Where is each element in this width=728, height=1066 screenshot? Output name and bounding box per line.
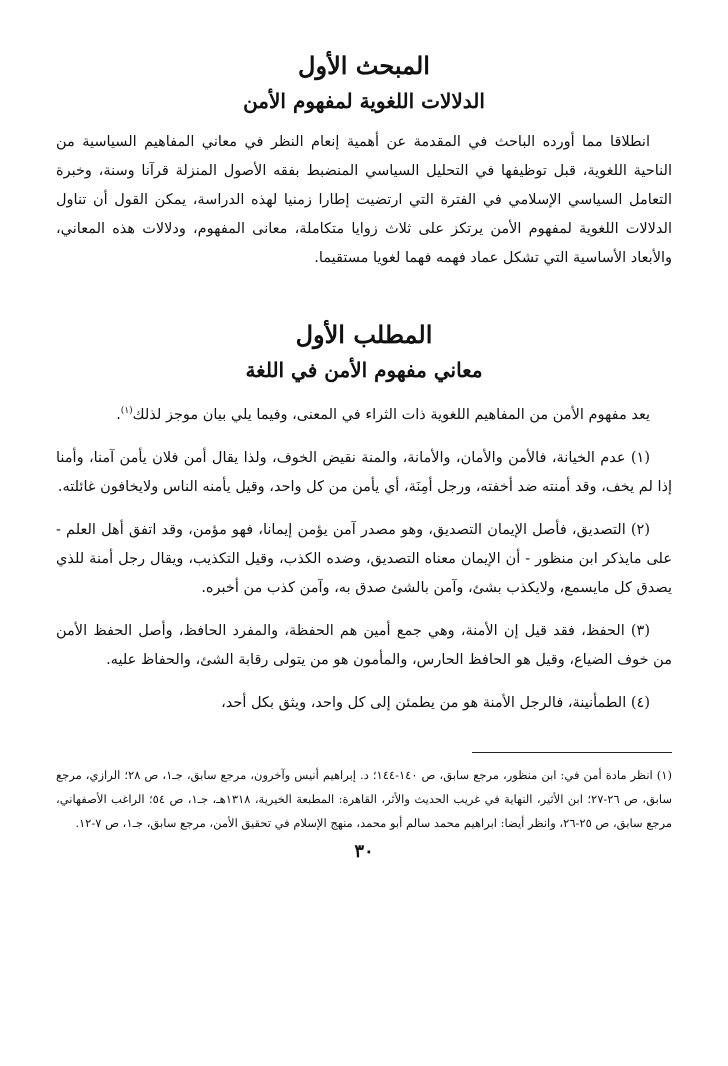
section-subtitle: الدلالات اللغوية لمفهوم الأمن bbox=[243, 89, 485, 113]
list-item: (١) عدم الخيانة، فالأمن والأمان، والأمانة، والمنة نقيض الخوف، ولذا يقال أمن فلان يأمن آمنا، وأمنا إذا لم يخف، وقد أمنته ضد أخفته، ورجل أمِنَة، أي يأمن من كل واحد، وقيل يأمنه الناس ولايخافون غائلته. bbox=[56, 449, 672, 495]
page-number: ٣٠ bbox=[354, 840, 374, 862]
footnote: (١) انظر مادة أمن في: ابن منظور، مرجع سابق، ص ١٤٠-١٤٤؛ د. إبراهيم أنيس وآخرون، مرجع سابق، جـ١، ص ٢٨؛ الرازي، مرجع سابق، ص ٢٦-٢٧؛ ابن الأثير، النهاية في غريب الحديث والأثر، القاهرة: المطبعة الخيرية، ١٣١٨هـ، جـ١، ص ٥٤؛ الراغب الأصفهاني، مرجع سابق، ص ٢٥-٢٦، وانظر أيضا: ابراهيم محمد سالم أبو محمد، منهج الإسلام في تحقيق الأمن، مرجع سابق، جـ١، ص ٧-١٢. bbox=[56, 767, 673, 830]
subsection-subtitle: معاني مفهوم الأمن في اللغة bbox=[245, 358, 483, 382]
subsection-title: المطلب الأول bbox=[295, 320, 433, 349]
footnote-reference[interactable]: (١) bbox=[120, 406, 133, 416]
list-item: (٤) الطمأنينة، فالرجل الأمنة هو من يطمئن إلى كل واحد، ويثق بكل أحد، bbox=[221, 694, 650, 711]
subsection-intro-paragraph: يعد مفهوم الأمن من المفاهيم اللغوية ذات الثراء في المعنى، وفيما يلي بيان موجز لذلك$^{(١)}$. bbox=[116, 406, 650, 423]
list-item: (٢) التصديق، فأصل الإيمان التصديق، وهو مصدر آمن يؤمن إيمانا، فهو مؤمن، وقد اتفق أهل العلم - على مايذكر ابن منظور - أن الإيمان معناه التصديق، وضده الكذب، وقيل التكذيب، ويقال رجل أمنة للذي يصدق كل مايسمع، ولايكذب بشئ، وآمن بالشئ صدق به، وآمن كذب من أخبره. bbox=[56, 521, 672, 596]
list-item: (٣) الحفظ، فقد قيل إن الأمنة، وهي جمع أمين هم الحفظة، والمفرد الحافظ، وأصل الحفظ الأمن من خوف الضياع، وقيل هو الحافظ الحارس، والمأمون هو من يتولى رقابة الشئ، والحفاظ عليه. bbox=[56, 622, 672, 668]
footnote-divider bbox=[472, 752, 672, 753]
section-title: المبحث الأول bbox=[298, 51, 430, 80]
subsection-intro-text: يعد مفهوم الأمن من المفاهيم اللغوية ذات الثراء في المعنى، وفيما يلي بيان موجز لذلك bbox=[132, 406, 650, 423]
section-intro-paragraph: انطلاقا مما أورده الباحث في المقدمة عن أهمية إنعام النظر في معاني المفاهيم السياسية من الناحية اللغوية، قبل توظيفها في التحليل السياسي المنضبط بفقه الأصول المنزلة قرآنا وسنة، وخبرة التعامل السياسي الإسلامي في الفترة التي ارتضيت إطارا زمنيا لهذه الدراسة، يمكن القول أن تناول الدلالات اللغوية لمفهوم الأمن يرتكز على ثلاث زوايا متكاملة، معانى المفهوم، ودلالات هذه المعاني، والأبعاد الأساسية التي تشكل عماد فهمه فهما لغويا مستقيما. bbox=[56, 134, 672, 266]
